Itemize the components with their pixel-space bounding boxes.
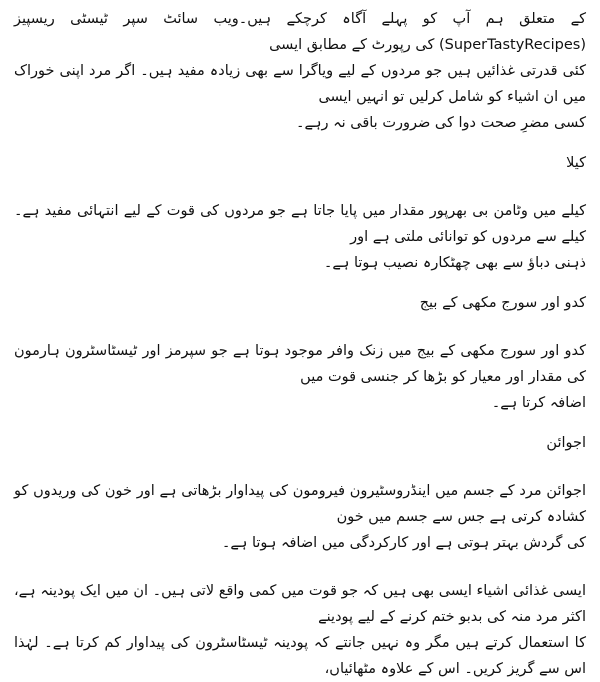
section-body-celery — [14, 478, 586, 556]
section-body-seeds — [14, 338, 586, 416]
section-heading-seeds: کدو اور سورج مکھی کے بیج — [419, 295, 586, 311]
intro-paragraph — [14, 6, 586, 136]
intro-line-2: کئی قدرتی غذائیں ہیں جو مردوں کے لیے ویاگرا سے بھی زیادہ مفید ہیں۔ اگر مرد اپنی خوراک میں ان اشیاء کو شامل کرلیں تو انہیں ایسی — [14, 63, 586, 105]
section-heading-celery: اجوائن — [546, 435, 586, 451]
closing-paragraph — [14, 578, 586, 682]
intro-line-1: کے متعلق ہم آپ کو پہلے آگاہ کرچکے ہیں۔ویب سائٹ سپر ٹیسٹی ریسپیز (SuperTastyRecipes) کی رپورٹ کے مطابق ایسی — [14, 11, 586, 53]
banana-line-2: ذہنی دباؤ سے بھی چھٹکارہ نصیب ہوتا ہے۔ — [323, 255, 586, 271]
celery-line-2: کی گردش بہتر ہوتی ہے اور کارکردگی میں اضافہ ہوتا ہے۔ — [221, 535, 586, 551]
banana-line-1: کیلے میں وٹامن بی بھرپور مقدار میں پایا جاتا ہے جو مردوں کی قوت کے لیے انتہائی مفید ہے۔ کیلے سے مردوں کو توانائی ملتی ہے اور — [14, 203, 586, 245]
celery-line-1: اجوائن مرد کے جسم میں اینڈروسٹیرون فیرومون کی پیداوار بڑھاتی ہے اور خون کی وریدوں کو کشادہ کرتی ہے جس سے جسم میں خون — [14, 483, 586, 525]
section-body-banana — [14, 198, 586, 276]
section-heading-banana: کیلا — [566, 155, 586, 171]
intro-line-3: کسی مضرِ صحت دوا کی ضرورت باقی نہ رہے۔ — [296, 115, 586, 131]
seeds-line-1: کدو اور سورج مکھی کے بیج میں زنک وافر موجود ہوتا ہے جو سپرمز اور ٹیسٹاسٹرون ہارمون کی مقدار اور معیار کو بڑھا کر جنسی قوت میں — [14, 343, 586, 385]
closing-line-2: کا استعمال کرتے ہیں مگر وہ نہیں جانتے کہ پودینہ ٹیسٹاسٹرون کی پیداوار کم کرتا ہے۔ لہٰذا اس سے گریز کریں۔ اس کے علاوہ مٹھائیاں، — [14, 635, 586, 677]
closing-line-1: ایسی غذائی اشیاء ایسی بھی ہیں کہ جو قوت میں کمی واقع لاتی ہیں۔ ان میں ایک پودینہ ہے، اکثر مرد منہ کی بدبو ختم کرنے کے لیے پودینے — [14, 583, 586, 625]
seeds-line-2: اضافہ کرتا ہے۔ — [491, 395, 586, 411]
